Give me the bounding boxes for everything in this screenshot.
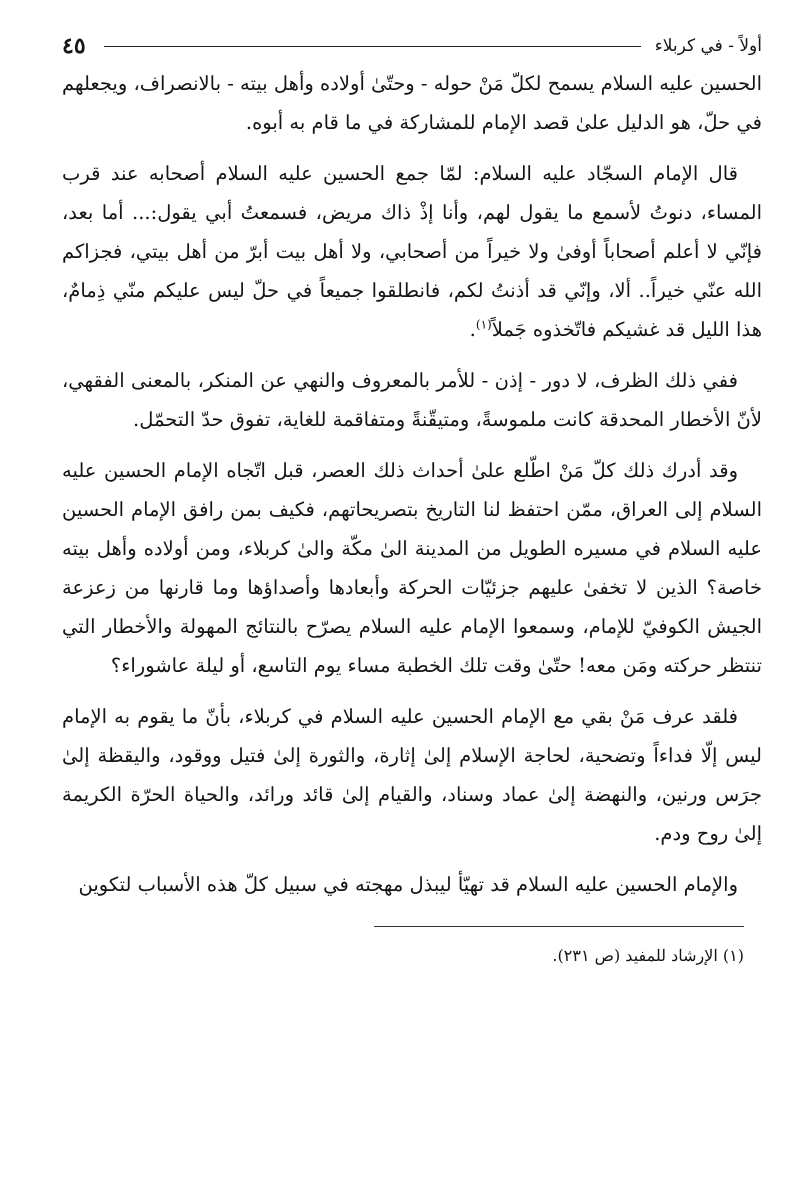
footnote-marker: (١) [475, 317, 492, 332]
footnote: (١) الإرشاد للمفيد (ص ٢٣١). [552, 946, 744, 965]
paragraph-2-text: قال الإمام السجّاد عليه السلام: لمّا جمع الحسين عليه السلام أصحابه عند قرب المساء، دنوتُ لأسمع ما يقول لهم، وأنا إذْ ذاك مريض، فسمعتُ أبي يقول:... أما بعد، فإنّي لا أعلم أصحاباً أوفىٰ ولا خيراً من أصحابي، ولا أهل بيت أبرّ من أهل بيتي، فجزاكم الله عنّي خيراً.. ألا، وإنّي قد أذنتُ لكم، فانطلقوا جميعاً في حلّ ليس عليكم منّي ذِمامٌ، هذا الليل قد غشيكم فاتّخذوه جَملاً [62, 162, 762, 341]
paragraph-2-end: . [469, 318, 476, 341]
footnote-rule [374, 926, 744, 927]
paragraph-3: ففي ذلك الظرف، لا دور - إذن - للأمر بالمعروف والنهي عن المنكر، بالمعنى الفقهي، لأنّ الأخطار المحدقة كانت ملموسةً، ومتيقّنةً ومتفاقمة للغاية، تفوق حدّ التحمّل. [62, 369, 762, 431]
book-page [62, 28, 762, 1148]
running-header [62, 28, 762, 64]
paragraph-5: فلقد عرف مَنْ بقي مع الإمام الحسين عليه السلام في كربلاء، بأنّ ما يقوم به الإمام ليس إلّا فداءاً وتضحية، لحاجة الإسلام إلىٰ إثارة، والثورة إلىٰ فتيل ووقود، واليقظة إلىٰ جرَس ورنين، والنهضة إلىٰ عماد وسناد، والقيام إلىٰ قائد ورائد، والحياة الحرّة الكريمة إلىٰ روح ودم. [62, 705, 762, 845]
paragraph-4: وقد أدرك ذلك كلّ مَنْ اطّلع علىٰ أحداث ذلك العصر، قبل اتّجاه الإمام الحسين عليه السلام إلى العراق، ممّن احتفظ لنا التاريخ بتصريحاتهم، فكيف بمن رافق الإمام الحسين عليه السلام في مسيره الطويل من المدينة الىٰ مكّة والىٰ كربلاء، ومن أولاده وأهل بيته خاصة؟ الذين لا تخفىٰ عليهم جزئيّات الحركة وأبعادها وأصداؤها وما قارنها من زعزعة الجيش الكوفيّ للإمام، وسمعوا الإمام عليه السلام يصرّح بالنتائج المهولة والأخطار التي تنتظر حركته ومَن معه! حتّىٰ وقت تلك الخطبة مساء يوم التاسع، أو ليلة عاشوراء؟ [62, 459, 762, 677]
body-text [62, 64, 762, 904]
paragraph-1: الحسين عليه السلام يسمح لكلّ مَنْ حوله - وحتّىٰ أولاده وأهل بيته - بالانصراف، ويجعلهم في حلّ، هو الدليل علىٰ قصد الإمام للمشاركة في ما قام به أبوه. [62, 72, 762, 134]
paragraph-2 [62, 154, 762, 349]
header-rule [104, 46, 641, 47]
page-number: ٤٥ [62, 33, 86, 59]
paragraph-6: والإمام الحسين عليه السلام قد تهيّأ ليبذل مهجته في سبيل كلّ هذه الأسباب لتكوين [78, 873, 738, 896]
running-title: أولاً - في كربلاء [654, 36, 762, 56]
